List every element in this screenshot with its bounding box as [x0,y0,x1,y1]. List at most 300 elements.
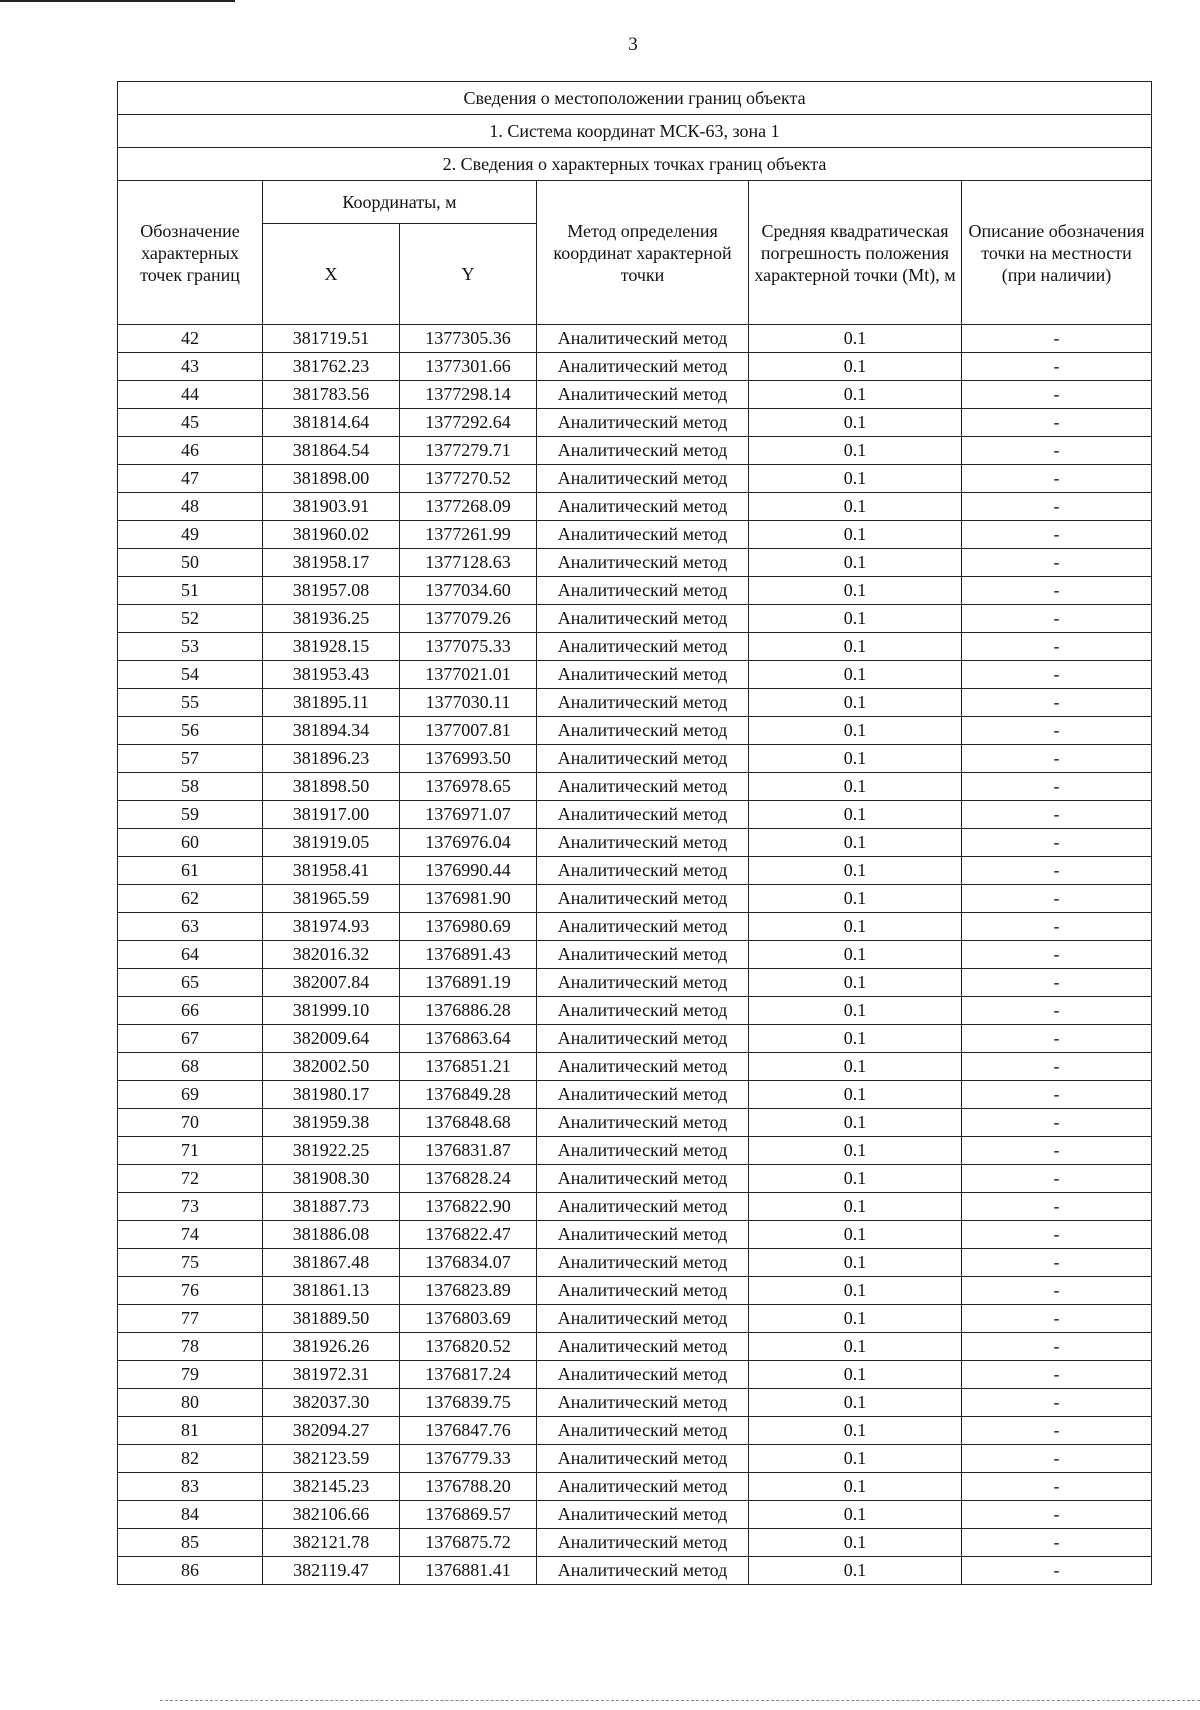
cell-point: 62 [118,885,263,913]
cell-y: 1376849.28 [400,1081,537,1109]
cell-accuracy: 0.1 [749,353,962,381]
cell-point: 59 [118,801,263,829]
cell-method: Аналитический метод [537,1333,749,1361]
cell-point: 67 [118,1025,263,1053]
table-row [118,857,1152,885]
header-description: Описание обозначения точки на местности (при наличии) [962,181,1152,325]
cell-y: 1376863.64 [400,1025,537,1053]
header-method: Метод определения координат характерной точки [537,181,749,325]
cell-point: 61 [118,857,263,885]
cell-accuracy: 0.1 [749,857,962,885]
cell-description: - [962,1081,1152,1109]
cell-y: 1376839.75 [400,1389,537,1417]
cell-y: 1376978.65 [400,773,537,801]
table-row [118,745,1152,773]
cell-x: 382002.50 [263,1053,400,1081]
cell-description: - [962,1333,1152,1361]
table-title: Сведения о местоположении границ объекта [118,82,1152,115]
scan-edge-line [0,0,235,2]
cell-method: Аналитический метод [537,409,749,437]
cell-accuracy: 0.1 [749,717,962,745]
cell-accuracy: 0.1 [749,941,962,969]
cell-description: - [962,521,1152,549]
cell-x: 381972.31 [263,1361,400,1389]
cell-x: 381898.50 [263,773,400,801]
scan-bottom-marks [160,1700,1200,1702]
cell-point: 71 [118,1137,263,1165]
cell-description: - [962,1445,1152,1473]
cell-method: Аналитический метод [537,885,749,913]
cell-accuracy: 0.1 [749,437,962,465]
cell-method: Аналитический метод [537,913,749,941]
cell-method: Аналитический метод [537,437,749,465]
coordinate-system: 1. Система координат МСК-63, зона 1 [118,115,1152,148]
cell-accuracy: 0.1 [749,1249,962,1277]
cell-accuracy: 0.1 [749,1529,962,1557]
cell-description: - [962,997,1152,1025]
cell-y: 1377261.99 [400,521,537,549]
cell-point: 75 [118,1249,263,1277]
cell-description: - [962,1137,1152,1165]
cell-point: 85 [118,1529,263,1557]
cell-method: Аналитический метод [537,745,749,773]
cell-method: Аналитический метод [537,1221,749,1249]
cell-y: 1376886.28 [400,997,537,1025]
cell-accuracy: 0.1 [749,1193,962,1221]
cell-accuracy: 0.1 [749,1333,962,1361]
table-row [118,1501,1152,1529]
cell-y: 1377301.66 [400,353,537,381]
cell-x: 382007.84 [263,969,400,997]
cell-point: 72 [118,1165,263,1193]
cell-point: 48 [118,493,263,521]
cell-description: - [962,969,1152,997]
cell-x: 382094.27 [263,1417,400,1445]
cell-point: 43 [118,353,263,381]
cell-x: 382106.66 [263,1501,400,1529]
cell-x: 381903.91 [263,493,400,521]
cell-description: - [962,1221,1152,1249]
cell-accuracy: 0.1 [749,661,962,689]
table-row [118,1333,1152,1361]
table-row [118,1473,1152,1501]
table-row [118,1277,1152,1305]
cell-point: 46 [118,437,263,465]
cell-point: 82 [118,1445,263,1473]
table-row [118,381,1152,409]
cell-y: 1377292.64 [400,409,537,437]
cell-method: Аналитический метод [537,521,749,549]
cell-description: - [962,1501,1152,1529]
cell-description: - [962,409,1152,437]
cell-description: - [962,633,1152,661]
cell-x: 381958.17 [263,549,400,577]
cell-x: 381894.34 [263,717,400,745]
cell-description: - [962,605,1152,633]
cell-y: 1376828.24 [400,1165,537,1193]
cell-point: 65 [118,969,263,997]
section-title: 2. Сведения о характерных точках границ объекта [118,148,1152,181]
cell-point: 56 [118,717,263,745]
cell-method: Аналитический метод [537,717,749,745]
cell-method: Аналитический метод [537,1137,749,1165]
cell-description: - [962,1305,1152,1333]
cell-y: 1377298.14 [400,381,537,409]
cell-x: 381936.25 [263,605,400,633]
cell-x: 382123.59 [263,1445,400,1473]
table-row [118,1445,1152,1473]
table-row [118,689,1152,717]
cell-x: 381889.50 [263,1305,400,1333]
cell-point: 80 [118,1389,263,1417]
table-row [118,1053,1152,1081]
cell-x: 381886.08 [263,1221,400,1249]
cell-method: Аналитический метод [537,1445,749,1473]
cell-x: 381926.26 [263,1333,400,1361]
cell-method: Аналитический метод [537,1529,749,1557]
table-row [118,1529,1152,1557]
cell-point: 83 [118,1473,263,1501]
cell-y: 1376822.90 [400,1193,537,1221]
cell-point: 49 [118,521,263,549]
cell-accuracy: 0.1 [749,1053,962,1081]
table-row [118,353,1152,381]
cell-y: 1377075.33 [400,633,537,661]
cell-description: - [962,465,1152,493]
cell-point: 51 [118,577,263,605]
cell-point: 70 [118,1109,263,1137]
cell-method: Аналитический метод [537,1053,749,1081]
cell-description: - [962,437,1152,465]
cell-point: 50 [118,549,263,577]
cell-accuracy: 0.1 [749,605,962,633]
cell-y: 1376851.21 [400,1053,537,1081]
table-body [118,325,1152,1585]
table-row [118,633,1152,661]
cell-accuracy: 0.1 [749,549,962,577]
cell-x: 381895.11 [263,689,400,717]
cell-method: Аналитический метод [537,353,749,381]
cell-accuracy: 0.1 [749,521,962,549]
cell-point: 69 [118,1081,263,1109]
cell-method: Аналитический метод [537,661,749,689]
cell-point: 68 [118,1053,263,1081]
cell-y: 1376822.47 [400,1221,537,1249]
cell-description: - [962,549,1152,577]
cell-method: Аналитический метод [537,997,749,1025]
table-row [118,801,1152,829]
cell-x: 381953.43 [263,661,400,689]
cell-y: 1376848.68 [400,1109,537,1137]
cell-description: - [962,577,1152,605]
cell-x: 381908.30 [263,1165,400,1193]
cell-description: - [962,1417,1152,1445]
cell-x: 382037.30 [263,1389,400,1417]
cell-x: 381919.05 [263,829,400,857]
cell-accuracy: 0.1 [749,577,962,605]
cell-description: - [962,1165,1152,1193]
cell-x: 381999.10 [263,997,400,1025]
cell-accuracy: 0.1 [749,1025,962,1053]
cell-accuracy: 0.1 [749,969,962,997]
table-row [118,521,1152,549]
cell-point: 58 [118,773,263,801]
table-row [118,1305,1152,1333]
cell-description: - [962,885,1152,913]
cell-y: 1376993.50 [400,745,537,773]
cell-y: 1377279.71 [400,437,537,465]
cell-y: 1376823.89 [400,1277,537,1305]
cell-description: - [962,325,1152,353]
cell-point: 42 [118,325,263,353]
cell-point: 55 [118,689,263,717]
cell-point: 81 [118,1417,263,1445]
cell-x: 381958.41 [263,857,400,885]
cell-y: 1377021.01 [400,661,537,689]
cell-accuracy: 0.1 [749,1445,962,1473]
table-row [118,1165,1152,1193]
cell-x: 381980.17 [263,1081,400,1109]
cell-point: 52 [118,605,263,633]
cell-method: Аналитический метод [537,1417,749,1445]
cell-accuracy: 0.1 [749,1081,962,1109]
cell-point: 47 [118,465,263,493]
table-row [118,549,1152,577]
cell-accuracy: 0.1 [749,493,962,521]
cell-x: 381762.23 [263,353,400,381]
cell-method: Аналитический метод [537,605,749,633]
cell-accuracy: 0.1 [749,1109,962,1137]
cell-description: - [962,717,1152,745]
cell-description: - [962,773,1152,801]
cell-y: 1376869.57 [400,1501,537,1529]
cell-y: 1376980.69 [400,913,537,941]
cell-accuracy: 0.1 [749,1557,962,1585]
table-row [118,941,1152,969]
cell-accuracy: 0.1 [749,1305,962,1333]
cell-point: 53 [118,633,263,661]
table-row [118,773,1152,801]
cell-description: - [962,1389,1152,1417]
cell-point: 76 [118,1277,263,1305]
table-row [118,829,1152,857]
cell-y: 1376817.24 [400,1361,537,1389]
cell-y: 1376891.43 [400,941,537,969]
cell-y: 1377030.11 [400,689,537,717]
table-row [118,1025,1152,1053]
header-coordinates: Координаты, м [263,181,537,224]
cell-accuracy: 0.1 [749,689,962,717]
cell-x: 381861.13 [263,1277,400,1305]
table-row [118,997,1152,1025]
cell-accuracy: 0.1 [749,997,962,1025]
cell-accuracy: 0.1 [749,465,962,493]
cell-x: 381867.48 [263,1249,400,1277]
cell-description: - [962,1249,1152,1277]
cell-accuracy: 0.1 [749,829,962,857]
cell-x: 382119.47 [263,1557,400,1585]
header-x: X [263,224,400,325]
table-row [118,465,1152,493]
cell-y: 1377079.26 [400,605,537,633]
cell-point: 73 [118,1193,263,1221]
cell-method: Аналитический метод [537,1193,749,1221]
cell-y: 1377268.09 [400,493,537,521]
cell-method: Аналитический метод [537,633,749,661]
cell-y: 1377034.60 [400,577,537,605]
cell-method: Аналитический метод [537,577,749,605]
cell-accuracy: 0.1 [749,409,962,437]
cell-description: - [962,801,1152,829]
table-row [118,1081,1152,1109]
cell-x: 381960.02 [263,521,400,549]
table-row [118,437,1152,465]
cell-accuracy: 0.1 [749,633,962,661]
cell-accuracy: 0.1 [749,1473,962,1501]
cell-accuracy: 0.1 [749,745,962,773]
cell-point: 77 [118,1305,263,1333]
cell-method: Аналитический метод [537,549,749,577]
header-accuracy: Средняя квадратическая погрешность положения характерной точки (Mt), м [749,181,962,325]
table-row [118,1109,1152,1137]
cell-accuracy: 0.1 [749,885,962,913]
cell-point: 60 [118,829,263,857]
cell-point: 74 [118,1221,263,1249]
cell-description: - [962,1025,1152,1053]
table-row [118,661,1152,689]
cell-description: - [962,745,1152,773]
cell-x: 381814.64 [263,409,400,437]
cell-method: Аналитический метод [537,1473,749,1501]
cell-x: 382145.23 [263,1473,400,1501]
cell-accuracy: 0.1 [749,325,962,353]
cell-accuracy: 0.1 [749,1389,962,1417]
cell-point: 54 [118,661,263,689]
cell-point: 66 [118,997,263,1025]
cell-description: - [962,1193,1152,1221]
cell-y: 1377007.81 [400,717,537,745]
header-point: Обозначение характерных точек границ [118,181,263,325]
cell-y: 1376788.20 [400,1473,537,1501]
cell-y: 1376831.87 [400,1137,537,1165]
cell-x: 381719.51 [263,325,400,353]
cell-description: - [962,493,1152,521]
cell-method: Аналитический метод [537,1277,749,1305]
cell-point: 44 [118,381,263,409]
table-row [118,1249,1152,1277]
cell-description: - [962,829,1152,857]
cell-y: 1376834.07 [400,1249,537,1277]
cell-x: 381974.93 [263,913,400,941]
table-row [118,717,1152,745]
cell-accuracy: 0.1 [749,1417,962,1445]
cell-point: 63 [118,913,263,941]
cell-description: - [962,661,1152,689]
cell-method: Аналитический метод [537,969,749,997]
table-row [118,1417,1152,1445]
cell-method: Аналитический метод [537,381,749,409]
table-row [118,409,1152,437]
cell-y: 1376891.19 [400,969,537,997]
cell-accuracy: 0.1 [749,801,962,829]
cell-x: 381896.23 [263,745,400,773]
cell-description: - [962,1529,1152,1557]
cell-x: 382121.78 [263,1529,400,1557]
cell-method: Аналитический метод [537,1305,749,1333]
cell-y: 1376820.52 [400,1333,537,1361]
cell-y: 1376971.07 [400,801,537,829]
cell-y: 1376881.41 [400,1557,537,1585]
cell-x: 381864.54 [263,437,400,465]
cell-method: Аналитический метод [537,1361,749,1389]
table-row [118,1193,1152,1221]
cell-method: Аналитический метод [537,493,749,521]
cell-method: Аналитический метод [537,465,749,493]
cell-accuracy: 0.1 [749,913,962,941]
cell-accuracy: 0.1 [749,1277,962,1305]
cell-description: - [962,941,1152,969]
cell-x: 381928.15 [263,633,400,661]
cell-x: 381898.00 [263,465,400,493]
table-row [118,1137,1152,1165]
cell-description: - [962,1053,1152,1081]
cell-y: 1376875.72 [400,1529,537,1557]
table-row [118,493,1152,521]
cell-method: Аналитический метод [537,1165,749,1193]
cell-method: Аналитический метод [537,1501,749,1529]
cell-description: - [962,381,1152,409]
cell-description: - [962,1557,1152,1585]
page-number: 3 [628,34,638,55]
cell-method: Аналитический метод [537,689,749,717]
cell-method: Аналитический метод [537,941,749,969]
cell-y: 1376847.76 [400,1417,537,1445]
cell-method: Аналитический метод [537,1109,749,1137]
table-row [118,913,1152,941]
cell-y: 1376976.04 [400,829,537,857]
cell-method: Аналитический метод [537,801,749,829]
cell-accuracy: 0.1 [749,1501,962,1529]
cell-method: Аналитический метод [537,1389,749,1417]
cell-y: 1376779.33 [400,1445,537,1473]
cell-method: Аналитический метод [537,1557,749,1585]
cell-description: - [962,857,1152,885]
cell-accuracy: 0.1 [749,1165,962,1193]
cell-point: 57 [118,745,263,773]
cell-description: - [962,1109,1152,1137]
cell-description: - [962,353,1152,381]
cell-y: 1377305.36 [400,325,537,353]
cell-accuracy: 0.1 [749,1221,962,1249]
cell-method: Аналитический метод [537,1249,749,1277]
cell-point: 84 [118,1501,263,1529]
cell-method: Аналитический метод [537,1025,749,1053]
cell-point: 86 [118,1557,263,1585]
cell-accuracy: 0.1 [749,1137,962,1165]
cell-x: 381922.25 [263,1137,400,1165]
cell-description: - [962,913,1152,941]
table-row [118,969,1152,997]
table-row [118,885,1152,913]
cell-x: 381783.56 [263,381,400,409]
cell-description: - [962,1361,1152,1389]
cell-method: Аналитический метод [537,857,749,885]
cell-method: Аналитический метод [537,829,749,857]
cell-method: Аналитический метод [537,1081,749,1109]
header-y: Y [400,224,537,325]
cell-point: 78 [118,1333,263,1361]
cell-x: 381917.00 [263,801,400,829]
